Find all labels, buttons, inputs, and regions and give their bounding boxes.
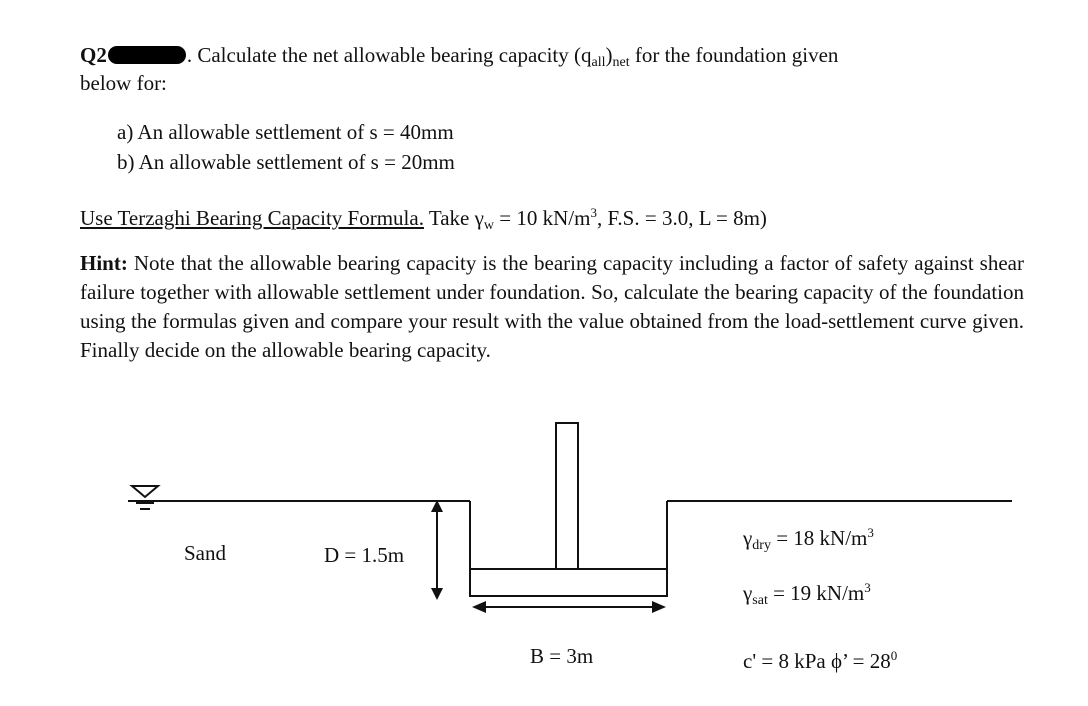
gamma-dry-sub: dry [752,538,771,553]
gamma-dry-exp: 3 [867,525,874,540]
strength-label [743,648,897,674]
column [556,423,578,569]
footing [470,569,667,596]
question-line-2: below for: [80,71,167,95]
width-label: B = 3m [530,644,594,668]
gamma-w-sub: w [483,218,494,233]
gamma-sat-value: = 19 kN/m [767,581,865,605]
hint-text: Note that the allowable bearing capacity is the bearing capacity including a factor of safety against shear failure together with allowable settlement under foundation. So, calculate the bearing capacity of the foundation using the formulas given and compare your result with the value obtained from the load-settlement curve given. Finally decide on the allowable bearing capacity. [80,251,1024,362]
gamma-sat-symbol: γ [743,581,753,605]
question-prompt: . Calculate the net allowable bearing capacity (q [186,43,592,67]
gamma-sat-label [743,580,871,609]
hint-label: Hint: [80,251,128,275]
method-take: Take γ [423,206,484,230]
gamma-dry-symbol: γ [743,526,753,550]
strength-value: c' = 8 kPa ϕ’ = 28 [743,649,891,673]
gamma-sat-exp: 3 [864,580,871,595]
gamma-dry-value: = 18 kN/m [770,526,868,550]
friction-angle-exp: 0 [890,648,898,663]
soil-label: Sand [184,541,226,565]
question-number: Q2 [80,43,107,67]
q-net-subscript: net [612,55,630,70]
gamma-sat-sub: sat [752,593,768,608]
question-prompt-end: for the foundation given [629,43,839,67]
gamma-w-value: = 10 kN/m [494,206,591,230]
depth-label: D = 1.5m [324,543,405,567]
q-subscript: all [591,55,606,70]
water-table-icon [132,486,158,497]
method-rest: , F.S. = 3.0, L = 8m) [596,206,767,230]
item-a: a) An allowable settlement of s = 40mm [117,120,454,144]
method-formula-link: Use Terzaghi Bearing Capacity Formula. [80,206,424,230]
gamma-dry-label [743,525,874,554]
q-close-paren: ) [605,43,613,67]
unit-exponent: 3 [590,205,597,220]
item-b: b) An allowable settlement of s = 20mm [117,150,455,174]
